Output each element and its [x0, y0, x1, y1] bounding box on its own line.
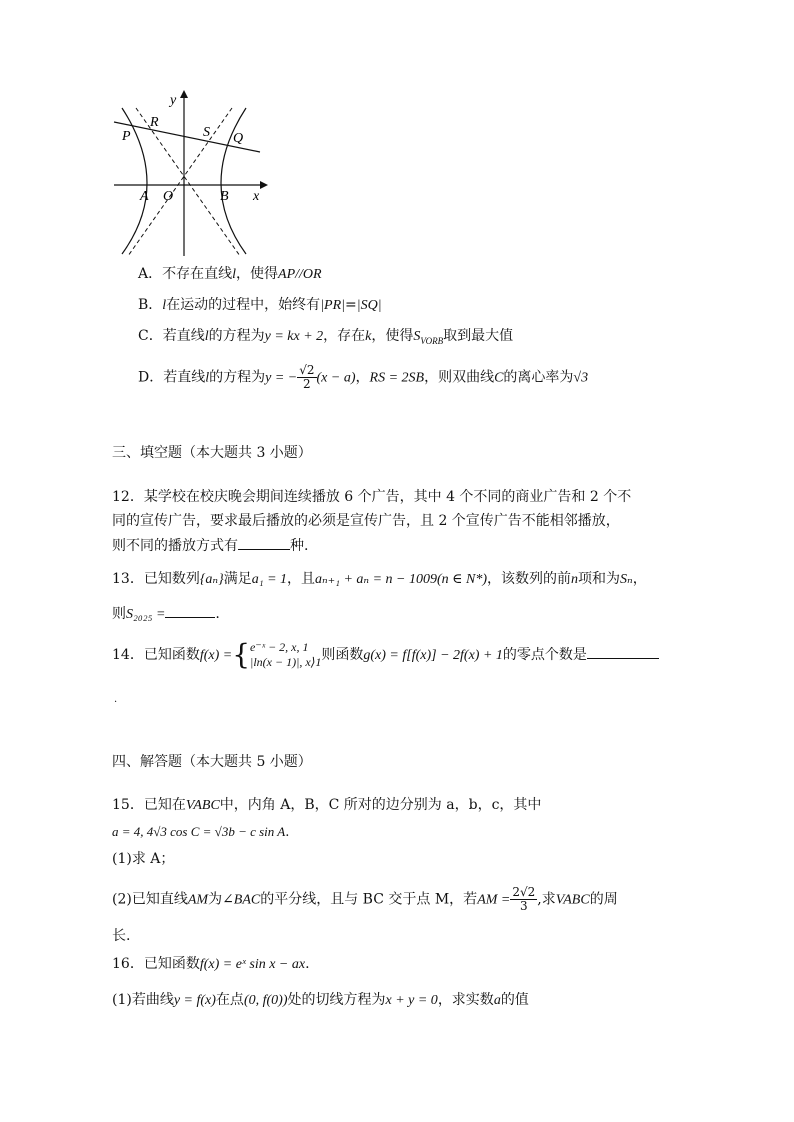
q15-line1 [112, 795, 541, 816]
q15-p2e: 的周 [589, 891, 618, 908]
q13-S2025: S₂₀₂₅ = [126, 607, 166, 622]
option-a-l: l [232, 267, 237, 282]
q16-t1: 16．已知函数 [112, 956, 200, 972]
q14-answer-blank[interactable] [587, 644, 659, 659]
x-axis-arrow [260, 181, 268, 189]
q16-part1 [112, 990, 529, 1011]
q16-p1e: 的值 [500, 992, 529, 1008]
q15-angle: ∠BAC [222, 892, 261, 908]
option-d [138, 364, 588, 391]
section3-title: 三、填空题（本大题共 3 小题） [112, 445, 312, 461]
option-d-lhs: y = − [265, 370, 298, 386]
option-d-rhs: (x − a) [316, 370, 356, 386]
q15-t1: 15．已知在 [112, 797, 186, 813]
q16-p1d: ，求实数 [437, 992, 494, 1008]
option-c-text2: 的方程为 [208, 328, 265, 344]
q15-tri: VABC [185, 798, 220, 813]
q16-p1b: 在点 [215, 992, 244, 1008]
option-d-prefix: D． [138, 369, 164, 386]
q13-t1: 13．已知数列 [112, 571, 200, 587]
q13-line2b: . [215, 606, 220, 622]
hyperbola-right-branch [221, 108, 246, 254]
q15-cond-end: . [285, 825, 290, 840]
option-b-text1: 在运动的过程中，始终有 [166, 297, 321, 313]
q15-line2 [112, 822, 289, 843]
q13-t2: 满足 [223, 571, 252, 587]
q15-num: 2√2 [512, 885, 536, 899]
q13-m1: a₁ = 1 [251, 572, 288, 587]
label-R: R [150, 115, 159, 130]
hyperbola-figure [108, 88, 268, 258]
q13-line2 [112, 603, 220, 625]
q16-tan: x + y = 0 [385, 993, 438, 1008]
q14-line1 [112, 640, 659, 676]
q15-den: 3 [520, 899, 528, 913]
option-c-k: k [365, 329, 372, 344]
label-S: S [203, 125, 210, 140]
label-y: y [170, 93, 177, 108]
q14-case1: e⁻ˣ − 2, x, 1 [250, 640, 309, 654]
option-c-math1: y = kx + 2 [264, 329, 324, 344]
q12-line2: 同的宣传广告，要求最后播放的必须是宣传广告，且 2 个宣传广告不能相邻播放， [112, 513, 620, 529]
q13-answer-blank[interactable] [165, 603, 215, 618]
option-b-eq: = [345, 297, 357, 313]
option-a-text1: 不存在直线 [162, 266, 233, 282]
option-d-num: √2 [299, 363, 315, 377]
q15-part2 [112, 886, 618, 920]
label-B: B [220, 189, 229, 204]
label-O: O [163, 189, 174, 204]
option-d-den: 2 [303, 377, 311, 391]
option-c-text3: ，存在 [323, 328, 366, 344]
option-c-l: l [204, 329, 209, 344]
q15-p2a: (2)已知直线 [112, 891, 188, 908]
q13-m2: aₙ₊₁ + aₙ = n − 1009(n ∈ N*) [315, 572, 488, 587]
q13-seq: {aₙ} [199, 572, 224, 587]
q13-t4: ，该数列的前 [487, 571, 572, 587]
section4-title: 四、解答题（本大题共 5 小题） [112, 754, 312, 770]
q14-cases [250, 640, 321, 670]
q12-line3b: 种. [290, 538, 309, 554]
q15-p2c: 的平分线，且与 BC 交于点 M，若 [260, 891, 478, 908]
q14-gx: g(x) = f[f(x)] − 2f(x) + 1 [363, 648, 503, 663]
q15-AM: AM [187, 892, 209, 908]
option-d-ans: √3 [573, 370, 589, 386]
label-Q: Q [233, 131, 244, 146]
option-b-math1: |PR| [320, 298, 345, 313]
q16-fx: f(x) = eˣ sin x − ax [199, 957, 306, 972]
option-c-text5: 取到最大值 [443, 328, 514, 344]
q15-p2b: 为 [208, 891, 223, 908]
q15-cond: a = 4, 4√3 cos C = √3b − c sin A [112, 824, 286, 839]
q16-p1a: (1)若曲线 [112, 992, 174, 1008]
q15-part1: (1)求 A； [112, 851, 175, 867]
q12-line1: 12．某学校在校庆晚会期间连续播放 6 个广告，其中 4 个不同的商业广告和 2 个不 [112, 489, 632, 505]
option-d-l: l [205, 370, 210, 386]
q16-pt: (0, f(0)) [243, 993, 288, 1008]
q13-t3: ，且 [287, 571, 316, 587]
option-d-text5: 的离心率为 [503, 369, 574, 386]
option-a-text2: ，使得 [236, 266, 279, 282]
option-c-S: S [413, 329, 421, 344]
q13-t6: ， [632, 571, 647, 587]
q16-a: a [493, 993, 501, 1008]
q15-part2-end: 长. [112, 928, 131, 944]
label-A: A [140, 189, 149, 204]
q15-tri2: VABC [555, 892, 590, 908]
option-c-text1: 若直线 [162, 328, 205, 344]
q14-t3: 的零点个数是 [502, 647, 587, 663]
option-d-text4: ，则双曲线 [424, 369, 495, 386]
option-c [138, 326, 513, 351]
option-d-vec: RS = 2SB [369, 370, 425, 386]
asymptote-2 [128, 108, 232, 256]
q14-case2: |ln(x − 1)|, x⟩1 [250, 655, 322, 669]
q16-line1 [112, 954, 310, 975]
q14-dot: . [114, 694, 118, 705]
q15-AMeq: AM = [477, 892, 511, 908]
option-b-prefix: B． [138, 297, 163, 313]
q16-p1c: 处的切线方程为 [287, 992, 386, 1008]
option-d-C: C [494, 370, 504, 386]
option-b-math2: |SQ| [356, 298, 382, 313]
option-d-text1: 若直线 [163, 369, 206, 386]
label-P: P [122, 129, 131, 144]
option-c-prefix: C． [138, 328, 163, 344]
q15-fraction [510, 886, 537, 913]
option-c-sub: VORB [420, 335, 444, 346]
q15-t2: 中，内角 A，B，C 所对的边分别为 a，b，c，其中 [219, 797, 542, 813]
option-d-text2: 的方程为 [209, 369, 266, 386]
q14-brace: { [232, 638, 251, 671]
q15-p2d: ,求 [537, 891, 556, 908]
option-a [138, 264, 322, 285]
option-b [138, 295, 382, 316]
q13-line2a: 则 [112, 606, 126, 622]
option-a-prefix: A． [138, 266, 163, 282]
q13-n: n [571, 572, 579, 587]
q16-t1end: . [305, 956, 310, 972]
q12-line3a: 则不同的播放方式有 [112, 538, 238, 554]
q12-line3 [112, 535, 308, 556]
q13-line1 [112, 569, 647, 590]
option-d-text3: ， [355, 369, 370, 386]
q14-t2: 则函数 [321, 647, 364, 663]
q14-t1: 14．已知函数 [112, 647, 200, 663]
q13-Sn: Sₙ [620, 572, 633, 587]
q14-fx: f(x) = [199, 648, 233, 663]
label-x: x [253, 189, 260, 204]
y-axis-arrow [180, 90, 188, 98]
q16-curve: y = f(x) [173, 993, 216, 1008]
option-d-fraction [297, 364, 316, 391]
q13-t5: 项和为 [578, 571, 621, 587]
option-c-text4: ，使得 [371, 328, 414, 344]
option-b-l: l [162, 298, 167, 313]
q12-answer-blank[interactable] [238, 535, 290, 550]
option-a-math: AP//OR [278, 267, 322, 282]
